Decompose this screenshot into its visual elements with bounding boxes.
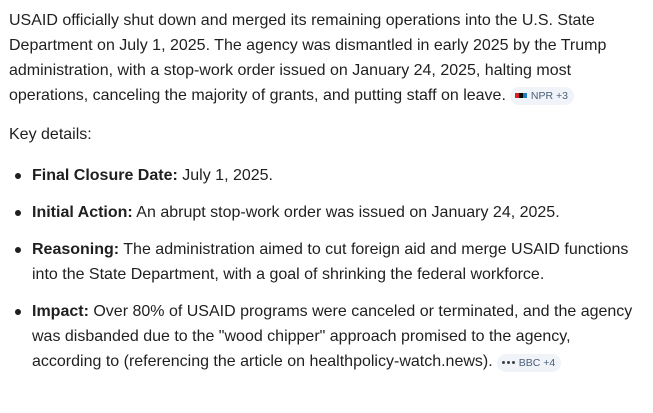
source-chip-npr[interactable] xyxy=(510,87,574,105)
list-item xyxy=(9,200,642,225)
item-text: The administration aimed to cut foreign aid and merge USAID functions into the State Department, with a goal of shrinking the federal workforce. xyxy=(32,241,629,283)
source-chip-label: BBC +4 xyxy=(518,356,556,369)
bullet-icon xyxy=(15,173,21,179)
bullet-icon xyxy=(15,309,21,315)
intro-text: USAID officially shut down and merged its remaining operations into the U.S. State Department on July 1, 2025. The agency was dismantled in early 2025 by the Trump administration, with a stop-work order issued on January 24, 2025, halting most operations, canceling the majority of grants, and putting staff on leave. xyxy=(9,12,607,104)
item-text: July 1, 2025. xyxy=(182,167,273,184)
item-text: An abrupt stop-work order was issued on January 24, 2025. xyxy=(136,204,560,221)
source-chip-label: NPR +3 xyxy=(530,89,568,102)
item-label: Reasoning: xyxy=(32,241,120,258)
source-chip-bbc[interactable] xyxy=(497,354,561,372)
npr-logo-icon xyxy=(515,93,527,98)
more-dots-icon xyxy=(502,361,515,364)
bullet-icon xyxy=(15,210,21,216)
item-label: Initial Action: xyxy=(32,204,133,221)
list-item xyxy=(9,237,642,287)
key-details-list xyxy=(9,163,653,374)
list-item xyxy=(9,163,642,188)
intro-paragraph xyxy=(9,8,619,108)
key-details-heading: Key details: xyxy=(9,126,92,143)
item-text: Over 80% of USAID programs were canceled or terminated, and the agency was disbanded due to the "wood chipper" approach promised to the agency, according to (referencing the article on healthpolicy-watch.news). xyxy=(32,303,633,370)
item-label: Impact: xyxy=(32,303,89,320)
bullet-icon xyxy=(15,247,21,253)
item-label: Final Closure Date: xyxy=(32,167,178,184)
list-item xyxy=(9,299,642,374)
